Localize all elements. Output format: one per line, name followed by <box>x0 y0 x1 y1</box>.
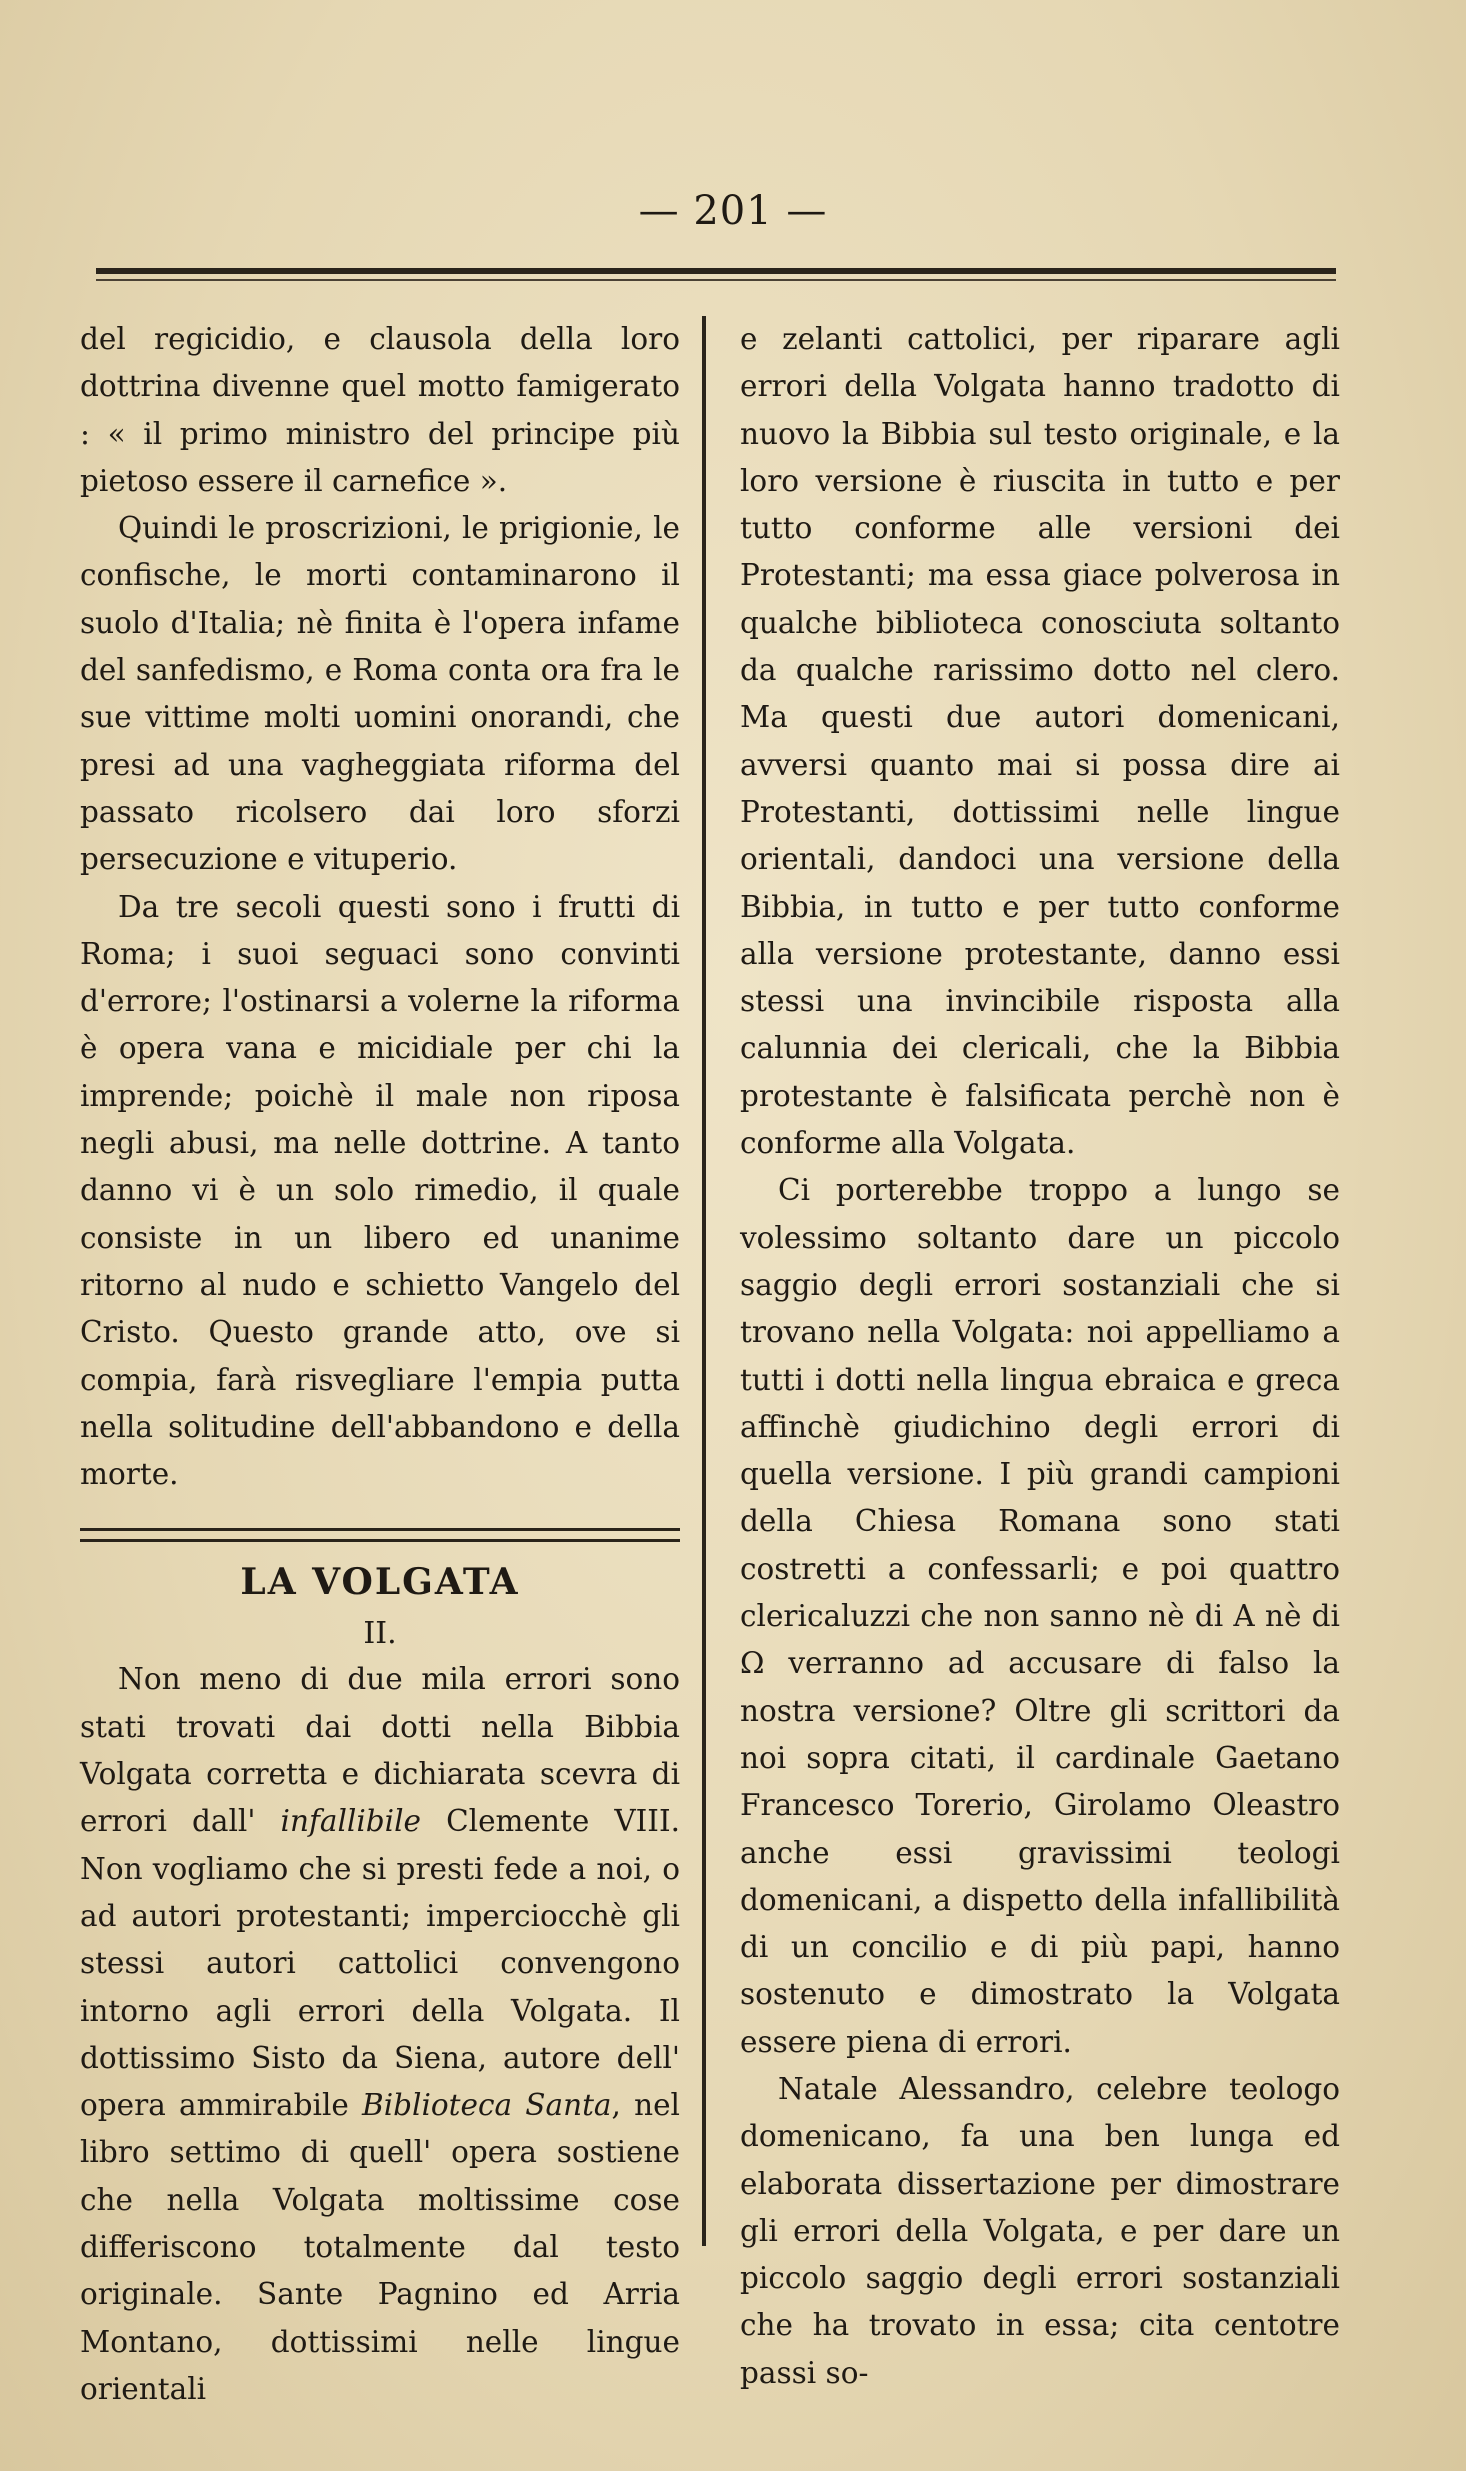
section-number: II. <box>363 1616 397 1652</box>
left-column <box>80 316 680 2413</box>
left-paragraph-4 <box>80 1656 680 2413</box>
left-paragraph-4-part-c: , nel libro settimo di quell' opera sostiene che nella Volgata moltissime cose differiscono totalmente dal testo originale. Sante Pagnino ed Arria Montano, dottissimi nelle lingue orientali <box>80 2088 680 2406</box>
page-number: — 201 — <box>638 188 828 234</box>
left-paragraph-3: Da tre secoli questi sono i frutti di Roma; i suoi seguaci sono convinti d'errore; l'ostinarsi a volerne la riforma è opera vana e micidiale per chi la imprende; poichè il male non riposa negli abusi, ma nelle dottrine. A tanto danno vi è un solo rimedio, il quale consiste in un libero ed unanime ritorno al nudo e schietto Vangelo del Cristo. Questo grande atto, ove si compia, farà risvegliare l'empia putta nella solitudine dell'abbandono e della morte. <box>80 889 680 1492</box>
left-paragraph-4-part-a: Non meno di due mila errori sono stati trovati dai dotti nella Bibbia Volgata corretta e dichiarata scevra di errori dall' <box>80 1662 680 1839</box>
left-paragraph-2: Quindi le proscrizioni, le prigionie, le confische, le morti contaminarono il suolo d'Italia; nè finita è l'opera infame del sanfedismo, e Roma conta ora fra le sue vittime molti uomini onorandi, che presi ad una vagheggiata riforma del passato ricolsero dai loro sforzi persecuzione e vituperio. <box>80 511 680 877</box>
section-rule <box>80 1528 680 1542</box>
left-paragraph-4-italic-2: Biblioteca Santa <box>362 2088 612 2123</box>
right-paragraph-3: Natale Alessandro, celebre teologo domenicano, fa una ben lunga ed elaborata dissertazione per dimostrare gli errori della Volgata, e per dare un piccolo saggio degli errori sostanziali che ha trovato in essa; cita centotre passi so- <box>740 2071 1340 2390</box>
column-divider <box>702 316 706 2246</box>
right-paragraph-1: e zelanti cattolici, per riparare agli errori della Volgata hanno tradotto di nuovo la Bibbia sul testo originale, e la loro versione è riuscita in tutto e per tutto conforme alle versioni dei Protestanti; ma essa giace polverosa in qualche biblioteca conosciuta soltanto da qualche rarissimo dotto nel clero. Ma questi due autori domenicani, avversi quanto mai si possa dire ai Protestanti, dottissimi nelle lingue orientali, dandoci una versione della Bibbia, in tutto e per tutto conforme alla versione protestante, danno essi stessi una invincibile risposta alla calunnia dei clericali, che la Bibbia protestante è falsificata perchè non è conforme alla Volgata. <box>740 322 1340 1161</box>
right-column <box>740 316 1340 2397</box>
section-title: LA VOLGATA <box>240 1561 520 1604</box>
left-paragraph-1: del regicidio, e clausola della loro dottrina divenne quel motto famigerato : « il primo ministro del principe più pietoso essere il carnefice ». <box>80 322 680 498</box>
left-paragraph-4-italic-1: infallibile <box>280 1804 422 1839</box>
header-rule <box>96 268 1336 274</box>
left-paragraph-4-part-b: Clemente VIII. Non vogliamo che si presti fede a noi, o ad autori protestanti; imperciocchè gli stessi autori cattolici convengono intorno agli errori della Volgata. Il dottissimo Sisto da Siena, autore dell' opera ammirabile <box>80 1804 680 2123</box>
header-rule-thin <box>96 279 1336 281</box>
right-paragraph-2: Ci porterebbe troppo a lungo se volessimo soltanto dare un piccolo saggio degli errori sostanziali che si trovano nella Volgata: noi appelliamo a tutti i dotti nella lingua ebraica e greca affinchè giudichino degli errori di quella versione. I più grandi campioni della Chiesa Romana sono stati costretti a confessarli; e poi quattro clericaluzzi che non sanno nè di A nè di Ω verranno ad accusare di falso la nostra versione? Oltre gli scrittori da noi sopra citati, il cardinale Gaetano Francesco Torerio, Girolamo Oleastro anche essi gravissimi teologi domenicani, a dispetto della infallibilità di un concilio e di più papi, hanno sostenuto e dimostrato la Volgata essere piena di errori. <box>740 1173 1340 2059</box>
